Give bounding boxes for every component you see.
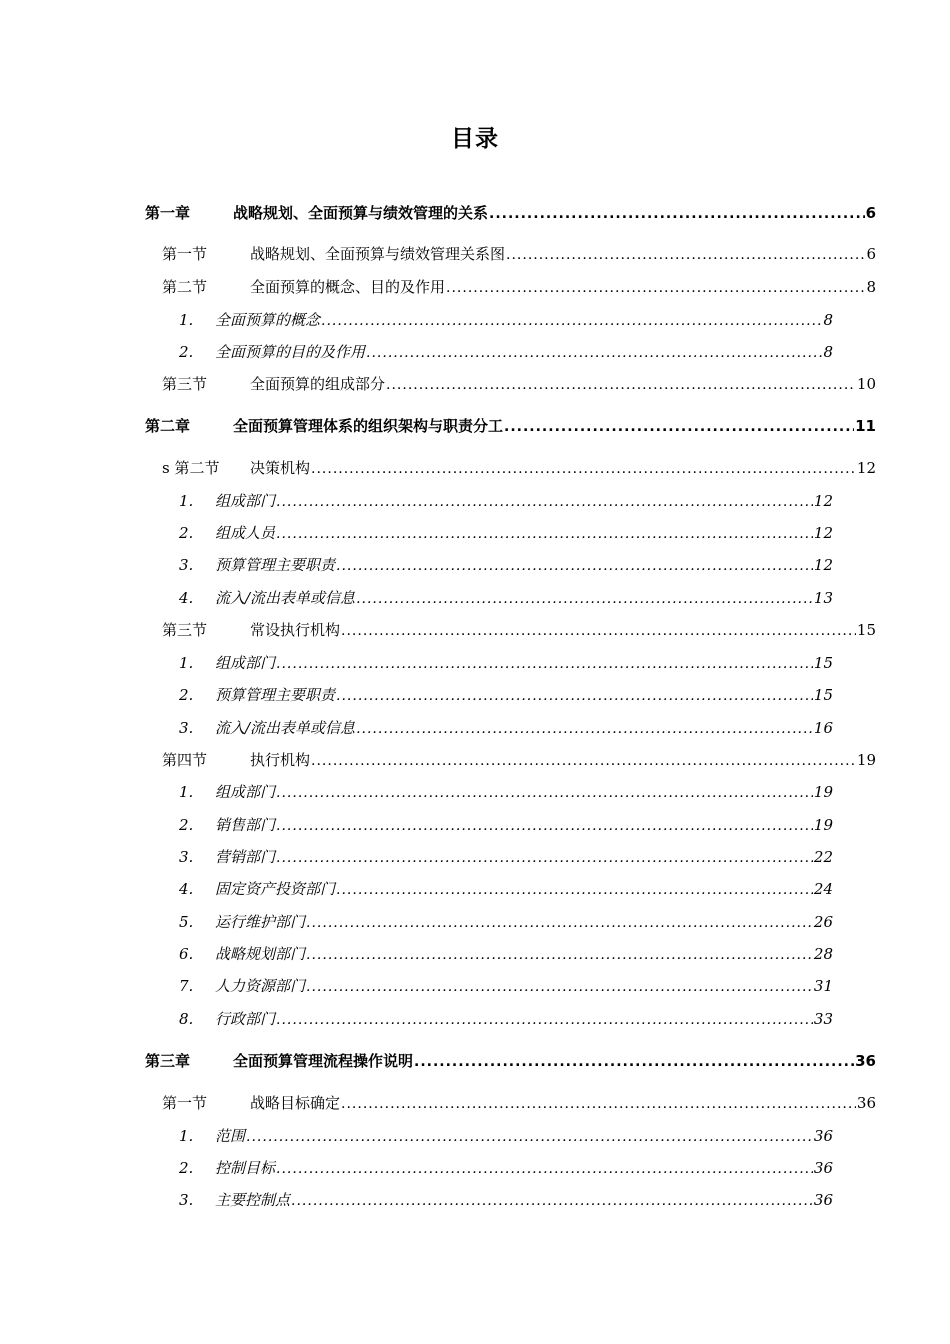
toc-item-entry[interactable] [179,651,833,675]
dot-leader [306,975,813,999]
toc-item-entry[interactable] [179,877,833,901]
toc-entry-text: 全面预算管理体系的组织架构与职责分工 [233,417,504,435]
toc-entry-number: 第一章 [145,204,191,222]
toc-section-entry[interactable] [162,456,876,480]
toc-entry-number: 第一节 [162,1094,208,1112]
toc-page-number: 11 [855,417,876,435]
toc-page-number: 24 [813,880,833,898]
toc-entry-text: 人力资源部门 [215,977,306,995]
toc-item-entry[interactable] [179,683,833,707]
toc-page-number: 12 [813,524,833,542]
toc-page-number: 8 [823,343,833,361]
dot-leader [504,415,854,439]
toc-page-number: 33 [813,1010,833,1028]
toc-entry-number: 5. [179,913,194,931]
toc-entry-text: 决策机构 [250,459,311,477]
toc-entry-number: 1. [179,783,194,801]
toc-entry-number: 第三节 [162,621,208,639]
toc-entry-text: 营销部门 [215,848,276,866]
toc-entry-text: 预算管理主要职责 [215,686,336,704]
toc-entry-number: 2. [179,1159,194,1177]
toc-entry-text: 主要控制点 [215,1191,291,1209]
toc-entry-text: 执行机构 [250,751,311,769]
dot-leader [506,243,865,267]
toc-entry-number: s 第二节 [162,459,220,477]
toc-section-entry[interactable] [162,242,876,266]
dot-leader [306,911,813,935]
toc-entry-text: 组成人员 [215,524,276,542]
toc-entry-text: 流入/流出表单或信息 [215,589,356,607]
toc-entry-number: 3. [179,719,194,737]
toc-item-entry[interactable] [179,1188,833,1212]
toc-entry-number: 8. [179,1010,194,1028]
toc-entry-number: 7. [179,977,194,995]
toc-entry-number: 第二章 [145,417,191,435]
toc-section-entry[interactable] [162,748,876,772]
toc-entry-number: 第二节 [162,278,208,296]
dot-leader [276,490,813,514]
toc-page-number: 26 [813,913,833,931]
dot-leader [311,749,856,773]
toc-page-number: 36 [813,1159,833,1177]
dot-leader [489,202,865,226]
toc-item-entry[interactable] [179,845,833,869]
toc-entry-number: 第四节 [162,751,208,769]
toc-entry-number: 1. [179,654,194,672]
toc-entry-text: 全面预算的概念、目的及作用 [250,278,446,296]
toc-entry-text: 范围 [215,1127,246,1145]
dot-leader [276,846,813,870]
toc-item-entry[interactable] [179,1156,833,1180]
dot-leader [356,717,813,741]
toc-entry-text: 全面预算的概念 [215,311,321,329]
toc-entry-text: 流入/流出表单或信息 [215,719,356,737]
toc-page-number: 19 [813,816,833,834]
toc-entry-number: 2. [179,524,194,542]
toc-entry-number: 4. [179,880,194,898]
dot-leader [276,652,813,676]
toc-entry-text: 组成部门 [215,492,276,510]
toc-entry-number: 第三章 [145,1052,191,1070]
toc-page-number: 36 [813,1191,833,1209]
toc-page-number: 15 [813,654,833,672]
toc-entry-text: 组成部门 [215,654,276,672]
toc-item-entry[interactable] [179,308,833,332]
toc-page-number: 16 [813,719,833,737]
toc-entry-text: 战略规划、全面预算与绩效管理关系图 [250,245,506,263]
toc-entry-number: 6. [179,945,194,963]
toc-page-number: 12 [813,556,833,574]
dot-leader [246,1125,813,1149]
toc-page-number: 36 [855,1052,876,1070]
toc-title: 目录 [451,126,499,152]
toc-entry-text: 战略规划、全面预算与绩效管理的关系 [233,204,489,222]
toc-entry-number: 1. [179,492,194,510]
toc-page-number: 12 [813,492,833,510]
toc-page-number: 8 [823,311,833,329]
toc-entry-text: 全面预算管理流程操作说明 [233,1052,414,1070]
toc-entry-number: 1. [179,311,194,329]
toc-entry-text: 全面预算的目的及作用 [215,343,366,361]
toc-item-entry[interactable] [179,780,833,804]
toc-entry-number: 2. [179,343,194,361]
toc-item-entry[interactable] [179,974,833,998]
toc-item-entry[interactable] [179,813,833,837]
toc-entry-text: 固定资产投资部门 [215,880,336,898]
dot-leader [276,1157,813,1181]
toc-page-number: 12 [856,459,876,477]
dot-leader [276,1008,813,1032]
toc-entry-text: 组成部门 [215,783,276,801]
toc-page-number: 10 [856,375,876,393]
toc-page-number: 15 [813,686,833,704]
dot-leader [366,341,822,365]
toc-entry-number: 4. [179,589,194,607]
dot-leader [356,587,813,611]
dot-leader [446,276,865,300]
toc-page-number: 6 [866,245,876,263]
dot-leader [341,1092,856,1116]
dot-leader [276,522,813,546]
toc-entry-number: 3. [179,848,194,866]
toc-entry-text: 预算管理主要职责 [215,556,336,574]
toc-entry-number: 2. [179,686,194,704]
toc-entry-text: 控制目标 [215,1159,276,1177]
toc-entry-number: 第一节 [162,245,208,263]
toc-item-entry[interactable] [179,1124,833,1148]
toc-item-entry[interactable] [179,521,833,545]
toc-section-entry[interactable] [162,1091,876,1115]
toc-page-number: 8 [866,278,876,296]
toc-section-entry[interactable] [162,275,876,299]
dot-leader [291,1189,813,1213]
toc-entry-text: 战略目标确定 [250,1094,341,1112]
toc-item-entry[interactable] [179,340,833,364]
toc-page-number: 31 [813,977,833,995]
dot-leader [341,619,856,643]
dot-leader [321,309,822,333]
toc-entry-text: 战略规划部门 [215,945,306,963]
toc-entry-number: 2. [179,816,194,834]
toc-page-number: 19 [856,751,876,769]
toc-item-entry[interactable] [179,1007,833,1031]
toc-entry-number: 1. [179,1127,194,1145]
toc-entry-text: 常设执行机构 [250,621,341,639]
toc-item-entry[interactable] [179,553,833,577]
toc-entry-text: 运行维护部门 [215,913,306,931]
toc-entry-number: 3. [179,1191,194,1209]
toc-item-entry[interactable] [179,586,833,610]
dot-leader [336,554,813,578]
dot-leader [311,457,856,481]
toc-page-number: 13 [813,589,833,607]
toc-chapter-entry[interactable] [145,1049,876,1073]
toc-page-number: 19 [813,783,833,801]
toc-item-entry[interactable] [179,942,833,966]
toc-chapter-entry[interactable] [145,201,876,225]
toc-item-entry[interactable] [179,489,833,513]
toc-page-number: 28 [813,945,833,963]
toc-entry-number: 第三节 [162,375,208,393]
toc-entry-number: 3. [179,556,194,574]
toc-page-number: 6 [865,204,876,222]
dot-leader [276,814,813,838]
dot-leader [336,878,813,902]
toc-page-number: 22 [813,848,833,866]
dot-leader [414,1050,854,1074]
dot-leader [336,684,813,708]
toc-item-entry[interactable] [179,910,833,934]
dot-leader [276,781,813,805]
toc-chapter-entry[interactable] [145,414,876,438]
toc-entry-text: 全面预算的组成部分 [250,375,386,393]
dot-leader [386,373,856,397]
toc-page-number: 36 [856,1094,876,1112]
toc-page-number: 15 [856,621,876,639]
toc-entry-text: 销售部门 [215,816,276,834]
toc-entry-text: 行政部门 [215,1010,276,1028]
toc-page-number: 36 [813,1127,833,1145]
toc-item-entry[interactable] [179,716,833,740]
toc-section-entry[interactable] [162,618,876,642]
dot-leader [306,943,813,967]
toc-section-entry[interactable] [162,372,876,396]
